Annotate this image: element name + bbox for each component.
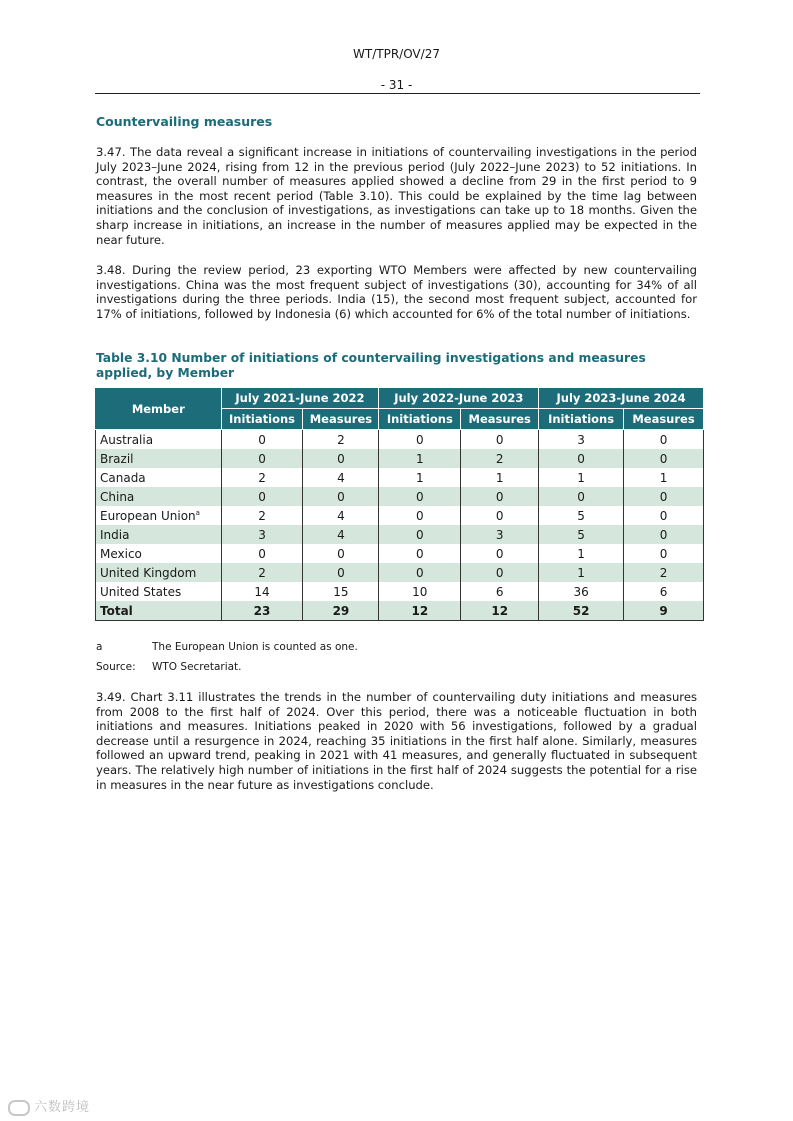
member-name: United States bbox=[100, 584, 182, 599]
table-body bbox=[96, 430, 704, 621]
header-divider bbox=[95, 93, 700, 94]
value-cell: 0 bbox=[624, 544, 704, 563]
value-cell: 0 bbox=[539, 487, 624, 506]
watermark bbox=[8, 1096, 90, 1116]
source-text: WTO Secretariat. bbox=[152, 661, 242, 673]
period-header: July 2023-June 2024 bbox=[539, 388, 704, 409]
footnote-marker: a bbox=[195, 508, 200, 517]
total-row bbox=[96, 601, 704, 621]
member-cell bbox=[96, 544, 222, 563]
value-cell: 0 bbox=[461, 563, 539, 582]
paragraph-3-48: 3.48. During the review period, 23 exporting WTO Members were affected by new countervailing investigations. China was the most frequent subject of investigations (30), accounting for 34% of all investigations during the three periods. India (15), the second most frequent subject, accounted for 17% of initiations, followed by Indonesia (6) which accounted for 6% of the total number of initiations. bbox=[96, 263, 697, 321]
sub-header: Measures bbox=[461, 409, 539, 430]
value-cell: 4 bbox=[303, 468, 379, 487]
value-cell: 6 bbox=[624, 582, 704, 601]
initiations-measures-table bbox=[95, 387, 704, 621]
total-value-cell: 9 bbox=[624, 601, 704, 621]
value-cell: 1 bbox=[539, 468, 624, 487]
value-cell: 0 bbox=[379, 525, 461, 544]
value-cell: 0 bbox=[624, 487, 704, 506]
period-header: July 2022-June 2023 bbox=[379, 388, 539, 409]
value-cell: 2 bbox=[221, 506, 303, 525]
value-cell: 0 bbox=[461, 506, 539, 525]
value-cell: 0 bbox=[303, 544, 379, 563]
value-cell: 0 bbox=[461, 544, 539, 563]
value-cell: 0 bbox=[303, 563, 379, 582]
value-cell: 0 bbox=[624, 430, 704, 450]
total-label: Total bbox=[96, 601, 222, 621]
value-cell: 1 bbox=[539, 563, 624, 582]
period-header: July 2021-June 2022 bbox=[221, 388, 379, 409]
member-cell bbox=[96, 449, 222, 468]
value-cell: 0 bbox=[539, 449, 624, 468]
member-name: United Kingdom bbox=[100, 565, 197, 580]
value-cell: 0 bbox=[221, 430, 303, 450]
table-row bbox=[96, 563, 704, 582]
value-cell: 3 bbox=[221, 525, 303, 544]
value-cell: 4 bbox=[303, 525, 379, 544]
value-cell: 4 bbox=[303, 506, 379, 525]
table-footnote bbox=[96, 641, 358, 653]
table-row bbox=[96, 582, 704, 601]
value-cell: 5 bbox=[539, 506, 624, 525]
watermark-logo-icon bbox=[8, 1100, 30, 1116]
sub-header: Measures bbox=[303, 409, 379, 430]
member-cell bbox=[96, 582, 222, 601]
footnote-text: The European Union is counted as one. bbox=[152, 641, 358, 653]
sub-header: Initiations bbox=[379, 409, 461, 430]
value-cell: 1 bbox=[624, 468, 704, 487]
section-heading: Countervailing measures bbox=[96, 114, 273, 129]
member-cell bbox=[96, 563, 222, 582]
value-cell: 0 bbox=[624, 506, 704, 525]
table-caption: Table 3.10 Number of initiations of countervailing investigations and measures applied, by Member bbox=[96, 351, 646, 380]
member-cell bbox=[96, 506, 222, 525]
member-name: Mexico bbox=[100, 546, 142, 561]
value-cell: 1 bbox=[379, 468, 461, 487]
table-row bbox=[96, 468, 704, 487]
value-cell: 1 bbox=[539, 544, 624, 563]
value-cell: 14 bbox=[221, 582, 303, 601]
value-cell: 2 bbox=[303, 430, 379, 450]
value-cell: 2 bbox=[624, 563, 704, 582]
member-name: European Union bbox=[100, 508, 196, 523]
value-cell: 1 bbox=[379, 449, 461, 468]
member-name: India bbox=[100, 527, 130, 542]
value-cell: 0 bbox=[379, 544, 461, 563]
value-cell: 6 bbox=[461, 582, 539, 601]
member-cell bbox=[96, 487, 222, 506]
value-cell: 0 bbox=[379, 506, 461, 525]
value-cell: 0 bbox=[379, 563, 461, 582]
total-value-cell: 52 bbox=[539, 601, 624, 621]
value-cell: 2 bbox=[221, 563, 303, 582]
table-row bbox=[96, 525, 704, 544]
value-cell: 0 bbox=[221, 449, 303, 468]
total-value-cell: 29 bbox=[303, 601, 379, 621]
sub-header: Initiations bbox=[221, 409, 303, 430]
table-row bbox=[96, 430, 704, 450]
value-cell: 2 bbox=[461, 449, 539, 468]
value-cell: 0 bbox=[379, 430, 461, 450]
value-cell: 0 bbox=[461, 487, 539, 506]
value-cell: 0 bbox=[461, 430, 539, 450]
value-cell: 0 bbox=[624, 449, 704, 468]
paragraph-3-49: 3.49. Chart 3.11 illustrates the trends in the number of countervailing duty initiations and measures from 2008 to the first half of 2024. Over this period, there was a noticeable fluctuation in both initiations and measures. Initiations peaked in 2020 with 56 investigations, followed by a gradual decrease until a resurgence in 2024, reaching 35 initiations in the first half alone. Similarly, measures followed an upward trend, peaking in 2021 with 41 measures, and generally fluctuated in subsequent years. The relatively high number of initiations in the first half of 2024 suggests the potential for a rise in measures in the near future as investigations conclude. bbox=[96, 690, 697, 792]
value-cell: 0 bbox=[303, 487, 379, 506]
value-cell: 0 bbox=[303, 449, 379, 468]
value-cell: 3 bbox=[461, 525, 539, 544]
member-cell bbox=[96, 525, 222, 544]
value-cell: 15 bbox=[303, 582, 379, 601]
footnote-label: a bbox=[96, 641, 103, 653]
value-cell: 2 bbox=[221, 468, 303, 487]
total-value-cell: 12 bbox=[379, 601, 461, 621]
table-source bbox=[96, 661, 242, 673]
total-value-cell: 23 bbox=[221, 601, 303, 621]
value-cell: 0 bbox=[221, 487, 303, 506]
value-cell: 0 bbox=[624, 525, 704, 544]
paragraph-3-47: 3.47. The data reveal a significant increase in initiations of countervailing investigations in the period July 2023–June 2024, rising from 12 in the previous period (July 2022–June 2023) to 52 initiations. In contrast, the overall number of measures applied showed a decline from 29 in the first period to 9 measures in the most recent period (Table 3.10). This could be explained by the time lag between initiations and the conclusion of investigations, as investigations can take up to 18 months. Given the sharp increase in initiations, an increase in the number of measures applied may be expected in the near future. bbox=[96, 145, 697, 247]
total-value-cell: 12 bbox=[461, 601, 539, 621]
sub-header: Measures bbox=[624, 409, 704, 430]
table-row bbox=[96, 506, 704, 525]
member-cell bbox=[96, 468, 222, 487]
value-cell: 0 bbox=[221, 544, 303, 563]
document-reference: WT/TPR/OV/27 bbox=[353, 47, 440, 61]
member-cell bbox=[96, 430, 222, 450]
value-cell: 0 bbox=[379, 487, 461, 506]
member-name: Australia bbox=[100, 432, 154, 447]
source-label: Source: bbox=[96, 661, 136, 673]
table-row bbox=[96, 449, 704, 468]
member-name: Canada bbox=[100, 470, 146, 485]
sub-header: Initiations bbox=[539, 409, 624, 430]
page-number: - 31 - bbox=[380, 78, 413, 92]
table-row bbox=[96, 487, 704, 506]
value-cell: 5 bbox=[539, 525, 624, 544]
value-cell: 36 bbox=[539, 582, 624, 601]
member-name: Brazil bbox=[100, 451, 134, 466]
member-column-header: Member bbox=[96, 388, 222, 430]
value-cell: 3 bbox=[539, 430, 624, 450]
value-cell: 10 bbox=[379, 582, 461, 601]
value-cell: 1 bbox=[461, 468, 539, 487]
watermark-text: 六数跨境 bbox=[34, 1100, 91, 1115]
member-name: China bbox=[100, 489, 135, 504]
table-row bbox=[96, 544, 704, 563]
